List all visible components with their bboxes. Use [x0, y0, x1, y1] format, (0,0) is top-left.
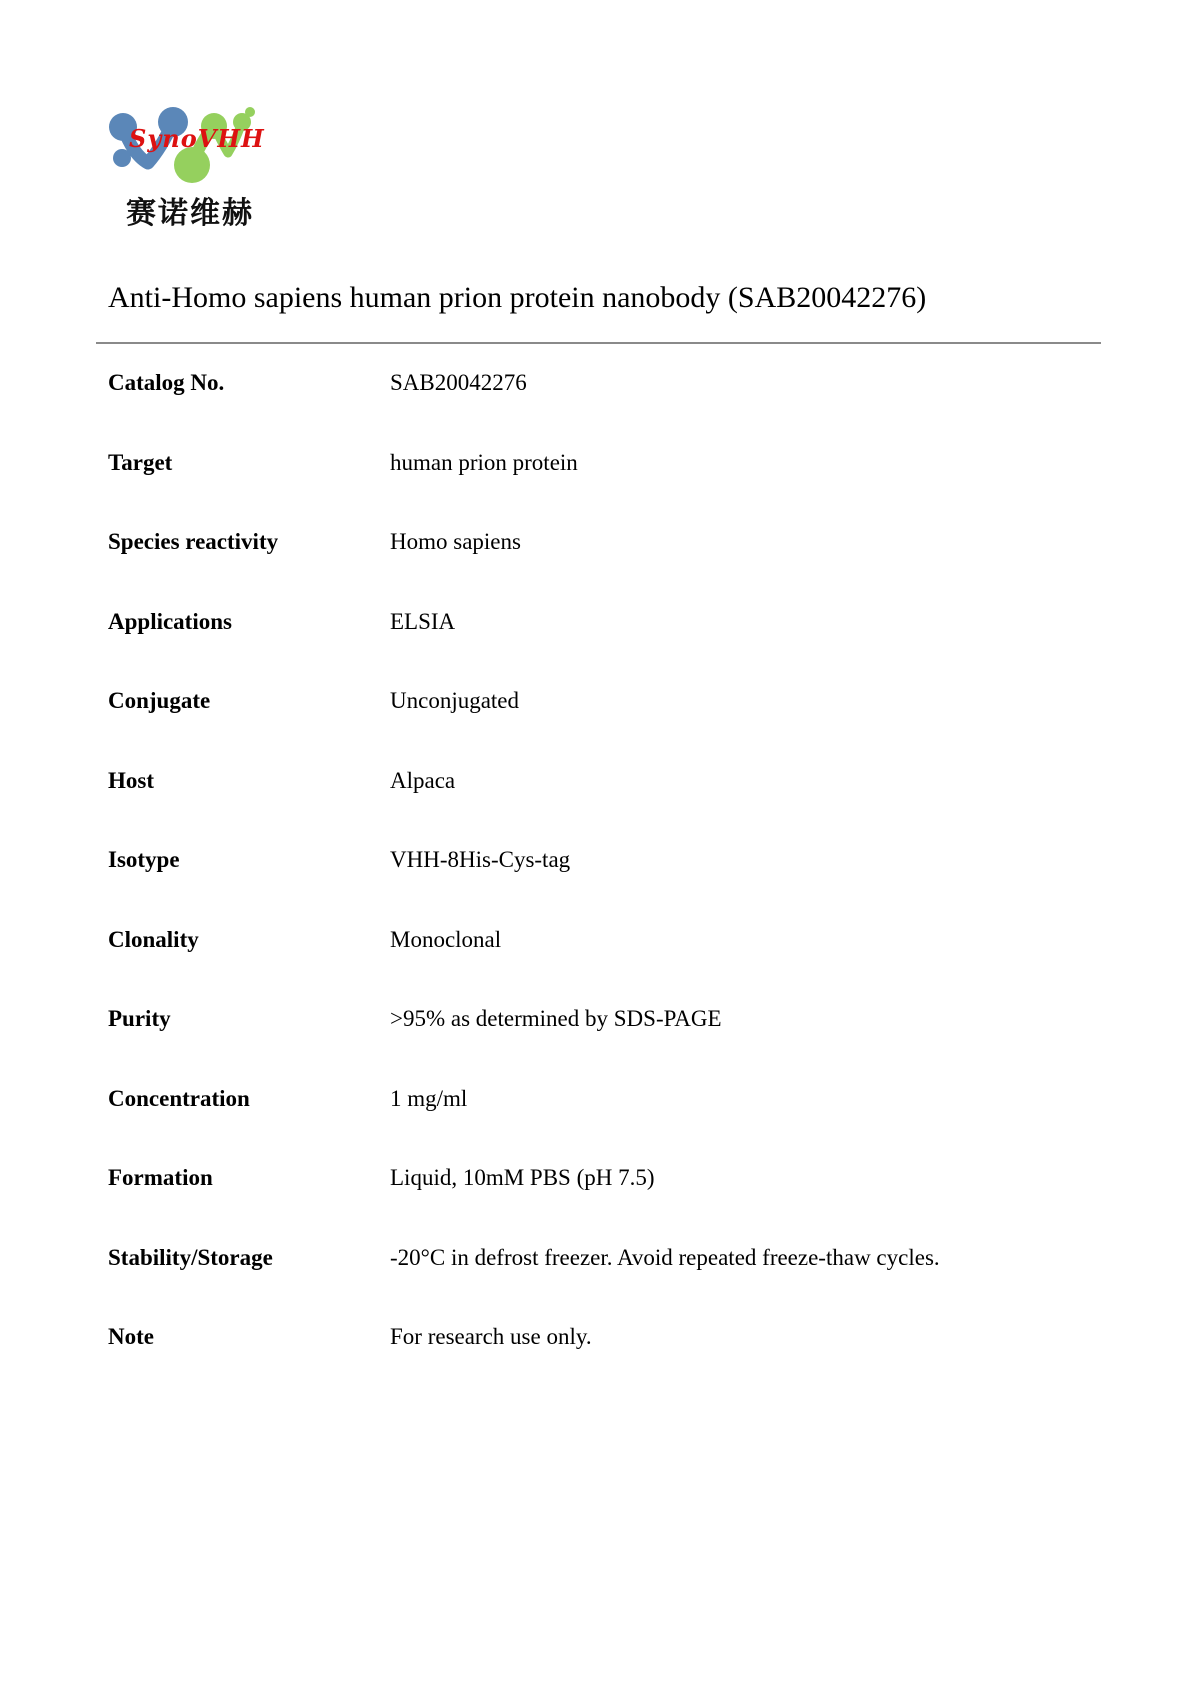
- title-divider: [96, 342, 1101, 344]
- spec-value: Homo sapiens: [390, 529, 521, 554]
- spec-label: Note: [108, 1324, 154, 1349]
- spec-row: [108, 369, 1098, 449]
- spec-label: Isotype: [108, 847, 180, 872]
- spec-label: Target: [108, 449, 173, 475]
- spec-row: [108, 1164, 1098, 1244]
- logo-chinese-name: 赛诺维赫: [126, 196, 254, 231]
- spec-value: For research use only.: [390, 1324, 592, 1349]
- spec-value: -20°C in defrost freezer. Avoid repeated freeze-thaw cycles.: [390, 1244, 940, 1270]
- spec-label: Applications: [108, 608, 232, 634]
- spec-row: [108, 608, 1098, 688]
- spec-row: [108, 1244, 1098, 1324]
- spec-label: Host: [108, 767, 154, 793]
- spec-row: [108, 449, 1098, 529]
- spec-row: [108, 1323, 1098, 1403]
- spec-row: [108, 687, 1098, 767]
- spec-label: Purity: [108, 1006, 171, 1031]
- spec-value: human prion protein: [390, 449, 578, 475]
- spec-row: [108, 926, 1098, 1006]
- spec-label: Catalog No.: [108, 370, 225, 395]
- spec-row: [108, 1005, 1098, 1085]
- spec-label: Concentration: [108, 1085, 250, 1111]
- spec-row: [108, 767, 1098, 847]
- spec-row: [108, 528, 1098, 608]
- spec-label: Formation: [108, 1165, 213, 1190]
- spec-row: [108, 846, 1098, 926]
- spec-row: [108, 1085, 1098, 1165]
- spec-label: Clonality: [108, 926, 199, 952]
- spec-label: Conjugate: [108, 688, 211, 713]
- spec-value: 1 mg/ml: [390, 1085, 468, 1111]
- spec-value: Liquid, 10mM PBS (pH 7.5): [390, 1165, 655, 1190]
- logo-script-text: SynoVHH: [129, 124, 265, 153]
- spec-label: Species reactivity: [108, 529, 279, 554]
- spec-value: VHH-8His-Cys-tag: [390, 847, 571, 872]
- spec-label: Stability/Storage: [108, 1244, 273, 1270]
- brand-logo: [95, 85, 275, 235]
- spec-value: Unconjugated: [390, 688, 520, 713]
- spec-value: ELSIA: [390, 608, 456, 634]
- logo-green-dot-tiny: [245, 107, 255, 117]
- spec-value: Monoclonal: [390, 926, 502, 952]
- spec-table: [108, 369, 1098, 1403]
- spec-value: Alpaca: [390, 767, 456, 793]
- product-title: Anti-Homo sapiens human prion protein nanobody (SAB20042276): [108, 281, 927, 314]
- spec-value: SAB20042276: [390, 370, 527, 395]
- spec-value: >95% as determined by SDS-PAGE: [390, 1006, 722, 1031]
